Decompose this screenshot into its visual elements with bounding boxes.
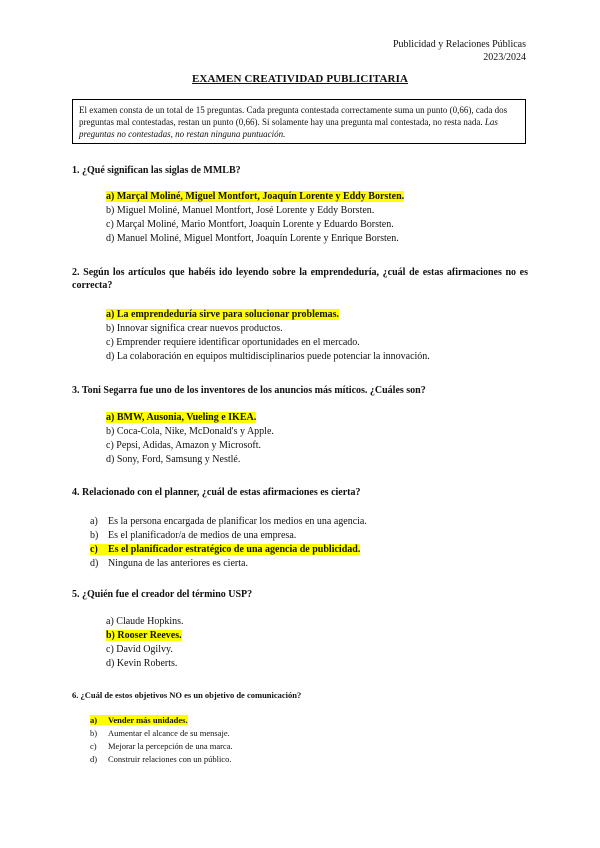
option-text: Es la persona encargada de planificar los medios en una agencia. — [108, 516, 367, 527]
correct-answer-highlight: b) Rooser Reeves. — [106, 630, 182, 641]
answer-options — [72, 190, 528, 246]
answer-options — [72, 515, 528, 571]
instructions-text: El examen consta de un total de 15 preguntas. Cada pregunta contestada correctamente suma un punto (0,66), cada dos preguntas mal contestadas, restan un punto (0,66). Si solamente hay una pregunta mal contestada, no resta nada. — [79, 105, 508, 127]
answer-option — [106, 629, 528, 643]
answer-option — [90, 543, 528, 557]
answer-option: d) La colaboración en equipos multidisciplinarios puede potenciar la innovación. — [106, 351, 430, 362]
answer-options — [72, 615, 528, 671]
option-text: Aumentar el alcance de su mensaje. — [108, 728, 230, 738]
question-title: 3. Toni Segarra fue uno de los inventores de los anuncios más míticos. ¿Cuáles son? — [72, 385, 426, 396]
question-title: 4. Relacionado con el planner, ¿cuál de estas afirmaciones es cierta? — [72, 487, 361, 498]
option-text: Construir relaciones con un público. — [108, 754, 232, 764]
question-4 — [72, 486, 528, 571]
answer-option — [90, 740, 528, 753]
answer-option: c) Marçal Moliné, Mario Montfort, Joaquín Lorente y Eduardo Borsten. — [106, 219, 394, 230]
option-text: Es el planificador/a de medios de una empresa. — [108, 530, 297, 541]
answer-option: a) Claude Hopkins. — [106, 616, 184, 627]
option-letter: a) — [90, 516, 98, 527]
answer-option — [90, 714, 528, 727]
question-1 — [72, 164, 528, 246]
instructions-italic: Las preguntas no contestadas, no restan ninguna puntuación. — [79, 117, 498, 139]
answer-option — [90, 753, 528, 766]
option-letter: b) — [90, 530, 99, 541]
option-text: Ninguna de las anteriores es cierta. — [108, 558, 248, 569]
answer-option — [90, 727, 528, 740]
answer-option — [106, 308, 528, 322]
option-letter: d) — [90, 558, 99, 569]
answer-options — [72, 411, 528, 467]
option-text: Mejorar la percepción de una marca. — [108, 741, 233, 751]
document-header — [393, 38, 526, 64]
question-title: 6. ¿Cuál de estos objetivos NO es un objetivo de comunicación? — [72, 690, 302, 700]
answer-option: c) David Ogilvy. — [106, 644, 173, 655]
correct-answer-highlight — [90, 715, 188, 725]
answer-option: b) Innovar significa crear nuevos productos. — [106, 323, 283, 334]
answer-option: b) Miguel Moliné, Manuel Montfort, José Lorente y Eddy Borsten. — [106, 205, 375, 216]
header-subject: Publicidad y Relaciones Públicas — [392, 39, 526, 50]
question-5 — [72, 588, 528, 671]
answer-option — [106, 411, 528, 425]
question-3 — [72, 384, 528, 467]
question-2 — [72, 266, 528, 364]
correct-answer-highlight — [90, 544, 360, 555]
question-6 — [72, 689, 528, 766]
option-letter: d) — [90, 754, 98, 764]
answer-options — [72, 308, 528, 364]
question-title: 2. Según los artículos que habéis ido leyendo sobre la emprendeduría, ¿cuál de estas afirmaciones no es correcta? — [72, 267, 528, 291]
answer-option: d) Sony, Ford, Samsung y Nestlé. — [106, 454, 241, 465]
answer-option: c) Pepsi, Adidas, Amazon y Microsoft. — [106, 440, 261, 451]
header-year: 2023/2024 — [483, 52, 526, 63]
correct-answer-highlight: a) BMW, Ausonia, Vueling e IKEA. — [106, 412, 257, 423]
correct-answer-highlight: a) La emprendeduría sirve para solucionar problemas. — [106, 309, 340, 320]
answer-options — [72, 714, 528, 766]
exam-title: EXAMEN CREATIVIDAD PUBLICITARIA — [192, 73, 408, 85]
option-letter: b) — [90, 728, 98, 738]
answer-option — [90, 515, 528, 529]
option-text: Es el planificador estratégico de una agencia de publicidad. — [108, 544, 361, 555]
answer-option: d) Manuel Moliné, Miguel Montfort, Joaquín Lorente y Enrique Borsten. — [106, 233, 399, 244]
answer-option: d) Kevin Roberts. — [106, 658, 178, 669]
option-text: Vender más unidades. — [108, 715, 188, 725]
instructions-box — [72, 99, 526, 144]
option-letter: a) — [90, 715, 98, 725]
option-letter: c) — [90, 544, 98, 555]
answer-option — [90, 557, 528, 571]
answer-option: c) Emprender requiere identificar oportunidades en el mercado. — [106, 337, 360, 348]
question-title: 5. ¿Quién fue el creador del término USP? — [72, 589, 253, 600]
correct-answer-highlight: a) Marçal Moliné, Miguel Montfort, Joaquín Lorente y Eddy Borsten. — [106, 191, 405, 202]
question-title: 1. ¿Qué significan las siglas de MMLB? — [72, 165, 241, 176]
answer-option — [90, 529, 528, 543]
answer-option — [106, 190, 528, 204]
option-letter: c) — [90, 741, 97, 751]
answer-option: b) Coca-Cola, Nike, McDonald's y Apple. — [106, 426, 274, 437]
